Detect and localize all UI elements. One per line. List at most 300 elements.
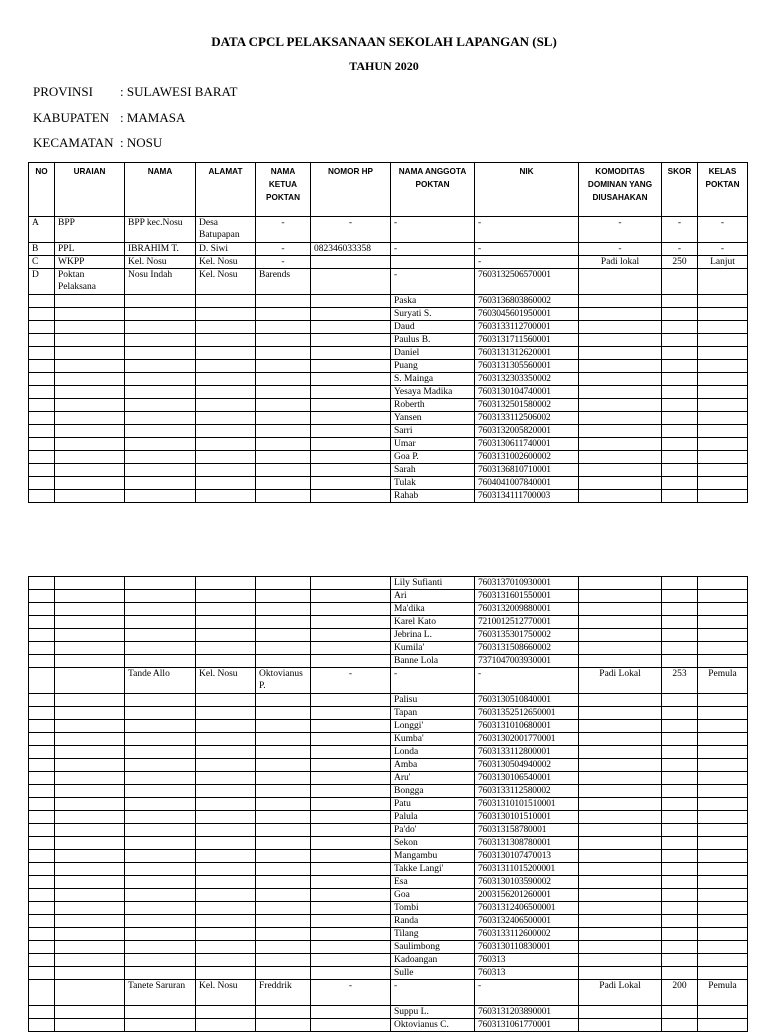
cell-nama-ketua bbox=[256, 954, 311, 967]
cell-nomor-hp bbox=[311, 590, 391, 603]
cell-kelas bbox=[698, 772, 748, 785]
cell-alamat: D. Siwi bbox=[196, 243, 256, 256]
cell-skor bbox=[662, 967, 698, 980]
cell-kelas bbox=[698, 941, 748, 954]
table-row bbox=[29, 707, 748, 720]
cell-kelas bbox=[698, 642, 748, 655]
cell-alamat bbox=[196, 295, 256, 308]
cell-nik: 7603133112700001 bbox=[475, 321, 579, 334]
cell-nama bbox=[125, 785, 196, 798]
cell-nama-anggota: Lily Sufianti bbox=[391, 577, 475, 590]
cell-alamat bbox=[196, 1019, 256, 1032]
cell-no bbox=[29, 798, 55, 811]
cell-nomor-hp bbox=[311, 655, 391, 668]
cell-nama-ketua bbox=[256, 577, 311, 590]
cell-nama-anggota bbox=[391, 256, 475, 269]
cell-nama-anggota: Mangambu bbox=[391, 850, 475, 863]
cell-kelas bbox=[698, 347, 748, 360]
cell-no bbox=[29, 967, 55, 980]
table-row bbox=[29, 824, 748, 837]
cell-kelas bbox=[698, 863, 748, 876]
table-row bbox=[29, 243, 748, 256]
cell-no bbox=[29, 642, 55, 655]
cell-kelas bbox=[698, 425, 748, 438]
cell-no bbox=[29, 759, 55, 772]
meta-provinsi bbox=[33, 84, 237, 100]
cell-skor bbox=[662, 707, 698, 720]
cell-skor bbox=[662, 772, 698, 785]
cell-nomor-hp bbox=[311, 954, 391, 967]
cell-uraian bbox=[55, 308, 125, 321]
cell-komoditas bbox=[579, 616, 662, 629]
cell-uraian bbox=[55, 451, 125, 464]
cell-skor bbox=[662, 811, 698, 824]
cell-alamat bbox=[196, 694, 256, 707]
cell-skor bbox=[662, 733, 698, 746]
cell-nik: 7603133112800001 bbox=[475, 746, 579, 759]
cell-uraian bbox=[55, 438, 125, 451]
cell-kelas bbox=[698, 295, 748, 308]
cell-nama-ketua bbox=[256, 464, 311, 477]
cell-uraian bbox=[55, 759, 125, 772]
cell-nama-ketua bbox=[256, 798, 311, 811]
cell-nomor-hp bbox=[311, 412, 391, 425]
cell-komoditas bbox=[579, 863, 662, 876]
table-row bbox=[29, 746, 748, 759]
cell-no bbox=[29, 889, 55, 902]
cell-skor bbox=[662, 451, 698, 464]
cell-komoditas: - bbox=[579, 243, 662, 256]
cell-komoditas bbox=[579, 590, 662, 603]
cell-uraian bbox=[55, 334, 125, 347]
cell-nik: 7604041007840001 bbox=[475, 477, 579, 490]
cell-nik: 7603130107470013 bbox=[475, 850, 579, 863]
cell-no bbox=[29, 707, 55, 720]
cell-no bbox=[29, 668, 55, 694]
cell-skor bbox=[662, 824, 698, 837]
cell-nik: 7603135301750002 bbox=[475, 629, 579, 642]
cell-nik: 7603131308780001 bbox=[475, 837, 579, 850]
table-row bbox=[29, 720, 748, 733]
cell-kelas: Pemula bbox=[698, 980, 748, 1006]
cell-alamat: Kel. Nosu bbox=[196, 668, 256, 694]
cell-nama bbox=[125, 360, 196, 373]
cell-nama-anggota: Tilang bbox=[391, 928, 475, 941]
cell-komoditas: - bbox=[579, 217, 662, 243]
cell-komoditas bbox=[579, 746, 662, 759]
cell-nomor-hp bbox=[311, 694, 391, 707]
cell-alamat bbox=[196, 707, 256, 720]
cell-nama-ketua bbox=[256, 603, 311, 616]
cell-nama-ketua bbox=[256, 477, 311, 490]
cell-kelas bbox=[698, 477, 748, 490]
cell-komoditas bbox=[579, 1019, 662, 1032]
cell-nama-anggota: Goa P. bbox=[391, 451, 475, 464]
table-row bbox=[29, 876, 748, 889]
cell-skor bbox=[662, 590, 698, 603]
cell-nama-ketua bbox=[256, 295, 311, 308]
cell-no bbox=[29, 451, 55, 464]
cell-nama-ketua bbox=[256, 733, 311, 746]
cell-nama bbox=[125, 811, 196, 824]
cell-komoditas bbox=[579, 889, 662, 902]
cell-nama-ketua bbox=[256, 360, 311, 373]
cell-alamat bbox=[196, 902, 256, 915]
cell-kelas bbox=[698, 759, 748, 772]
cell-kelas bbox=[698, 490, 748, 503]
cell-skor bbox=[662, 1006, 698, 1019]
cell-no bbox=[29, 477, 55, 490]
cell-nama-ketua bbox=[256, 759, 311, 772]
cell-nama bbox=[125, 295, 196, 308]
cell-nama bbox=[125, 451, 196, 464]
cell-nomor-hp bbox=[311, 438, 391, 451]
cell-no bbox=[29, 464, 55, 477]
cell-no bbox=[29, 360, 55, 373]
cell-kelas bbox=[698, 399, 748, 412]
cell-nik: 7603133112506002 bbox=[475, 412, 579, 425]
cell-nama-anggota: - bbox=[391, 243, 475, 256]
table-row bbox=[29, 269, 748, 295]
cell-uraian: BPP bbox=[55, 217, 125, 243]
cell-no bbox=[29, 386, 55, 399]
cell-komoditas bbox=[579, 451, 662, 464]
cell-kelas bbox=[698, 876, 748, 889]
cell-nomor-hp bbox=[311, 733, 391, 746]
cell-no bbox=[29, 785, 55, 798]
cell-nik: 760313158780001 bbox=[475, 824, 579, 837]
header-nomor-hp: NOMOR HP bbox=[311, 163, 391, 217]
cell-komoditas: Padi lokal bbox=[579, 256, 662, 269]
cell-skor bbox=[662, 438, 698, 451]
cell-alamat bbox=[196, 464, 256, 477]
cell-alamat bbox=[196, 438, 256, 451]
cell-skor bbox=[662, 915, 698, 928]
cell-nik: 7603131002600002 bbox=[475, 451, 579, 464]
cell-nama bbox=[125, 720, 196, 733]
cell-nama-anggota: Sarri bbox=[391, 425, 475, 438]
cell-no: D bbox=[29, 269, 55, 295]
cell-nama bbox=[125, 347, 196, 360]
cell-nama-ketua bbox=[256, 347, 311, 360]
cell-alamat bbox=[196, 915, 256, 928]
cell-uraian bbox=[55, 668, 125, 694]
cell-nomor-hp bbox=[311, 915, 391, 928]
cell-no bbox=[29, 837, 55, 850]
cell-nik: 7603131305560001 bbox=[475, 360, 579, 373]
cell-nama bbox=[125, 707, 196, 720]
cell-nama: Kel. Nosu bbox=[125, 256, 196, 269]
meta-kecamatan bbox=[33, 135, 162, 151]
cell-nomor-hp bbox=[311, 269, 391, 295]
cell-nik: 76031312406500001 bbox=[475, 902, 579, 915]
cell-nama-anggota: Daniel bbox=[391, 347, 475, 360]
cell-nama bbox=[125, 954, 196, 967]
cell-nama-ketua bbox=[256, 438, 311, 451]
cell-no bbox=[29, 902, 55, 915]
cell-nik: 7603133112580002 bbox=[475, 785, 579, 798]
cell-nomor-hp bbox=[311, 399, 391, 412]
cell-skor bbox=[662, 360, 698, 373]
cell-nama bbox=[125, 798, 196, 811]
cell-nama bbox=[125, 967, 196, 980]
cell-nama-anggota: Randa bbox=[391, 915, 475, 928]
cell-skor bbox=[662, 655, 698, 668]
cell-nik: 7603045601950001 bbox=[475, 308, 579, 321]
cell-nama-anggota: Kadoangan bbox=[391, 954, 475, 967]
cell-no bbox=[29, 720, 55, 733]
cell-uraian bbox=[55, 811, 125, 824]
cell-nomor-hp bbox=[311, 464, 391, 477]
cell-kelas bbox=[698, 308, 748, 321]
cell-nama bbox=[125, 590, 196, 603]
cell-nama-ketua: - bbox=[256, 243, 311, 256]
cell-nama-ketua bbox=[256, 655, 311, 668]
cell-uraian: Poktan Pelaksana bbox=[55, 269, 125, 295]
cell-alamat: Kel. Nosu bbox=[196, 269, 256, 295]
cell-no bbox=[29, 876, 55, 889]
table-row bbox=[29, 308, 748, 321]
cell-uraian bbox=[55, 928, 125, 941]
cell-skor bbox=[662, 269, 698, 295]
cell-nama-anggota: Daud bbox=[391, 321, 475, 334]
cell-nama bbox=[125, 889, 196, 902]
cell-nama-ketua bbox=[256, 694, 311, 707]
cell-skor bbox=[662, 386, 698, 399]
cell-nama bbox=[125, 399, 196, 412]
cell-komoditas bbox=[579, 269, 662, 295]
header-kelas: KELAS POKTAN bbox=[698, 163, 748, 217]
cell-skor bbox=[662, 798, 698, 811]
meta-value: : SULAWESI BARAT bbox=[120, 84, 238, 99]
cell-komoditas: Padi Lokal bbox=[579, 668, 662, 694]
cell-kelas bbox=[698, 967, 748, 980]
cell-nik: 7603133112600002 bbox=[475, 928, 579, 941]
cell-alamat bbox=[196, 746, 256, 759]
cell-nomor-hp bbox=[311, 373, 391, 386]
cell-nomor-hp bbox=[311, 876, 391, 889]
cell-komoditas bbox=[579, 824, 662, 837]
cell-nomor-hp bbox=[311, 967, 391, 980]
meta-kabupaten bbox=[33, 110, 185, 126]
cell-nama bbox=[125, 616, 196, 629]
cell-uraian bbox=[55, 837, 125, 850]
cell-nik: 7603131203890001 bbox=[475, 1006, 579, 1019]
cell-nik: 7603132506570001 bbox=[475, 269, 579, 295]
cell-uraian bbox=[55, 980, 125, 1006]
cell-no: B bbox=[29, 243, 55, 256]
table-row bbox=[29, 785, 748, 798]
cell-alamat bbox=[196, 889, 256, 902]
cell-uraian bbox=[55, 590, 125, 603]
cell-nik: 7603131711560001 bbox=[475, 334, 579, 347]
cell-nomor-hp: 082346033358 bbox=[311, 243, 391, 256]
cell-nama bbox=[125, 876, 196, 889]
cell-nama bbox=[125, 837, 196, 850]
cell-kelas bbox=[698, 824, 748, 837]
cell-nomor-hp bbox=[311, 941, 391, 954]
cell-nama-anggota: Karel Kato bbox=[391, 616, 475, 629]
table-row bbox=[29, 954, 748, 967]
cell-uraian: WKPP bbox=[55, 256, 125, 269]
table-row bbox=[29, 399, 748, 412]
cell-nama bbox=[125, 941, 196, 954]
cell-nama-anggota: Sekon bbox=[391, 837, 475, 850]
cell-nomor-hp bbox=[311, 321, 391, 334]
cell-uraian bbox=[55, 399, 125, 412]
cell-komoditas bbox=[579, 425, 662, 438]
cell-nama-ketua bbox=[256, 321, 311, 334]
cell-nama bbox=[125, 321, 196, 334]
cell-skor bbox=[662, 1019, 698, 1032]
cell-alamat bbox=[196, 772, 256, 785]
cell-nama-anggota: Sarah bbox=[391, 464, 475, 477]
table-row bbox=[29, 772, 748, 785]
cell-nama-anggota: - bbox=[391, 668, 475, 694]
cell-nomor-hp bbox=[311, 928, 391, 941]
cell-kelas bbox=[698, 438, 748, 451]
cell-nik: - bbox=[475, 256, 579, 269]
cell-kelas bbox=[698, 785, 748, 798]
cell-nik: 7603130504940002 bbox=[475, 759, 579, 772]
table-row bbox=[29, 759, 748, 772]
cell-no bbox=[29, 746, 55, 759]
cell-nomor-hp bbox=[311, 720, 391, 733]
cell-uraian bbox=[55, 347, 125, 360]
cell-no bbox=[29, 347, 55, 360]
cell-komoditas bbox=[579, 629, 662, 642]
cell-nama bbox=[125, 603, 196, 616]
header-uraian: URAIAN bbox=[55, 163, 125, 217]
table-row bbox=[29, 668, 748, 694]
cell-nama-anggota: Palisu bbox=[391, 694, 475, 707]
cell-komoditas bbox=[579, 373, 662, 386]
cell-nama-anggota: Longgi' bbox=[391, 720, 475, 733]
cell-kelas bbox=[698, 1019, 748, 1032]
cell-kelas bbox=[698, 694, 748, 707]
cell-komoditas: Padi Lokal bbox=[579, 980, 662, 1006]
cell-kelas bbox=[698, 386, 748, 399]
cell-komoditas bbox=[579, 850, 662, 863]
cell-alamat: Desa Batupapan bbox=[196, 217, 256, 243]
cell-nama-ketua bbox=[256, 616, 311, 629]
cell-nama-ketua bbox=[256, 451, 311, 464]
cell-kelas bbox=[698, 1006, 748, 1019]
cell-komoditas bbox=[579, 399, 662, 412]
cell-komoditas bbox=[579, 295, 662, 308]
cell-nama: IBRAHIM T. bbox=[125, 243, 196, 256]
header-no: NO bbox=[29, 163, 55, 217]
cell-nik: 76031311015200001 bbox=[475, 863, 579, 876]
cell-nama-ketua bbox=[256, 590, 311, 603]
cell-alamat bbox=[196, 334, 256, 347]
cell-komoditas bbox=[579, 967, 662, 980]
document-title: DATA CPCL PELAKSANAAN SEKOLAH LAPANGAN (SL) bbox=[211, 34, 557, 49]
cell-skor bbox=[662, 616, 698, 629]
cell-nama-anggota: Yansen bbox=[391, 412, 475, 425]
document-year: TAHUN 2020 bbox=[349, 59, 419, 73]
cell-skor bbox=[662, 347, 698, 360]
table-row bbox=[29, 811, 748, 824]
cell-nik: - bbox=[475, 980, 579, 1006]
cell-nik: 7603131010680001 bbox=[475, 720, 579, 733]
cell-no bbox=[29, 577, 55, 590]
cell-alamat bbox=[196, 928, 256, 941]
cell-nama bbox=[125, 425, 196, 438]
cell-kelas bbox=[698, 464, 748, 477]
cell-nomor-hp bbox=[311, 603, 391, 616]
cell-nama-ketua bbox=[256, 876, 311, 889]
cell-kelas bbox=[698, 707, 748, 720]
cell-kelas: Pemula bbox=[698, 668, 748, 694]
cell-alamat bbox=[196, 603, 256, 616]
cell-nama-ketua: Oktovianus P. bbox=[256, 668, 311, 694]
cell-nama-anggota: Oktovianus C. bbox=[391, 1019, 475, 1032]
cell-uraian bbox=[55, 707, 125, 720]
cell-skor bbox=[662, 876, 698, 889]
cell-nama-ketua bbox=[256, 642, 311, 655]
cell-komoditas bbox=[579, 902, 662, 915]
cell-alamat bbox=[196, 941, 256, 954]
cell-alamat bbox=[196, 577, 256, 590]
table-row bbox=[29, 850, 748, 863]
cell-nama-ketua bbox=[256, 1006, 311, 1019]
cell-komoditas bbox=[579, 412, 662, 425]
cell-nama-anggota: Patu bbox=[391, 798, 475, 811]
table-header-row bbox=[29, 163, 748, 217]
cell-nama bbox=[125, 928, 196, 941]
cell-uraian bbox=[55, 629, 125, 642]
cell-komoditas bbox=[579, 798, 662, 811]
cell-uraian bbox=[55, 720, 125, 733]
cell-nik: 7603131601550001 bbox=[475, 590, 579, 603]
cell-uraian bbox=[55, 425, 125, 438]
cell-skor: 253 bbox=[662, 668, 698, 694]
cell-nik: 7603132005820001 bbox=[475, 425, 579, 438]
cell-nama-ketua bbox=[256, 1019, 311, 1032]
cell-uraian bbox=[55, 694, 125, 707]
cell-nama bbox=[125, 1006, 196, 1019]
cell-nomor-hp bbox=[311, 772, 391, 785]
cell-nik: 7603132303350002 bbox=[475, 373, 579, 386]
cell-kelas bbox=[698, 603, 748, 616]
cell-nama: Nosu Indah bbox=[125, 269, 196, 295]
cell-alamat bbox=[196, 824, 256, 837]
cell-nama-anggota: Takke Langi' bbox=[391, 863, 475, 876]
table-row bbox=[29, 425, 748, 438]
cell-nama: Tanete Saruran bbox=[125, 980, 196, 1006]
cell-nik: 2003156201260001 bbox=[475, 889, 579, 902]
cell-nama-ketua bbox=[256, 425, 311, 438]
cell-skor bbox=[662, 746, 698, 759]
cell-nomor-hp bbox=[311, 295, 391, 308]
cell-uraian bbox=[55, 477, 125, 490]
cell-uraian bbox=[55, 577, 125, 590]
cell-alamat bbox=[196, 490, 256, 503]
cell-kelas bbox=[698, 321, 748, 334]
cell-skor bbox=[662, 694, 698, 707]
cell-nik: 7603137010930001 bbox=[475, 577, 579, 590]
cell-komoditas bbox=[579, 707, 662, 720]
cell-no: C bbox=[29, 256, 55, 269]
cell-skor: - bbox=[662, 243, 698, 256]
cell-uraian bbox=[55, 967, 125, 980]
cell-uraian bbox=[55, 772, 125, 785]
table-row bbox=[29, 577, 748, 590]
cell-nama bbox=[125, 412, 196, 425]
cell-uraian bbox=[55, 733, 125, 746]
cell-nomor-hp bbox=[311, 837, 391, 850]
